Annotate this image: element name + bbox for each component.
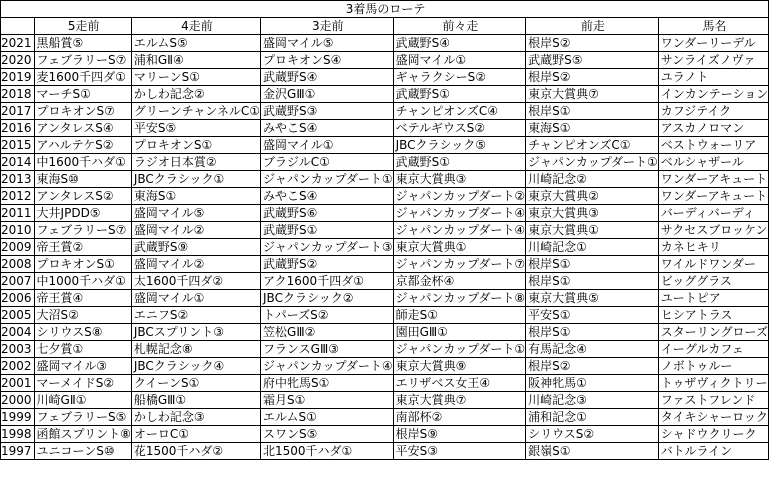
- five-races-ago-cell[interactable]: 東海S⑩: [34, 171, 131, 188]
- previous-race-cell[interactable]: 川崎記念②: [526, 171, 659, 188]
- year-cell[interactable]: 1998: [1, 426, 35, 443]
- three-races-ago-cell[interactable]: 武蔵野S⑥: [261, 205, 394, 222]
- table-row: [1, 222, 769, 239]
- year-cell[interactable]: 2012: [1, 188, 35, 205]
- previous-race-cell[interactable]: 平安S①: [526, 307, 659, 324]
- table-row: [1, 375, 769, 392]
- three-races-ago-cell[interactable]: プロキオンS④: [261, 52, 394, 69]
- five-races-ago-cell[interactable]: 麦1600千四ダ①: [34, 69, 131, 86]
- horse-name-cell[interactable]: トゥザヴィクトリー: [658, 375, 769, 392]
- horse-name-cell[interactable]: シャドウクリーク: [658, 426, 769, 443]
- previous-race-cell[interactable]: 根岸S①: [526, 256, 659, 273]
- two-races-ago-cell[interactable]: 東京大賞典⑦: [393, 392, 526, 409]
- year-cell[interactable]: 2021: [1, 35, 35, 52]
- horse-name-cell[interactable]: ノボトゥルー: [658, 358, 769, 375]
- five-races-ago-cell[interactable]: 川崎GⅡ①: [34, 392, 131, 409]
- horse-name-cell[interactable]: ワンダーアキュート: [658, 188, 769, 205]
- four-races-ago-cell[interactable]: 平安S⑤: [131, 120, 260, 137]
- five-races-ago-cell[interactable]: 盛岡マイル③: [34, 358, 131, 375]
- five-races-ago-cell[interactable]: マーメイドS②: [34, 375, 131, 392]
- table-row: [1, 86, 769, 103]
- four-races-ago-cell[interactable]: 札幌記念⑧: [131, 341, 260, 358]
- previous-race-cell[interactable]: 川崎記念①: [526, 239, 659, 256]
- year-cell[interactable]: 2007: [1, 273, 35, 290]
- previous-race-cell[interactable]: 東京大賞典⑤: [526, 290, 659, 307]
- table-row: [1, 324, 769, 341]
- five-races-ago-cell[interactable]: プロキオンS①: [34, 256, 131, 273]
- three-races-ago-cell[interactable]: みやこS④: [261, 120, 394, 137]
- previous-race-cell[interactable]: 根岸S②: [526, 358, 659, 375]
- two-races-ago-cell[interactable]: ジャパンカップダート④: [393, 222, 526, 239]
- horse-name-cell[interactable]: ワンダーリーデル: [658, 35, 769, 52]
- two-races-ago-cell[interactable]: ジャパンカップダート⑦: [393, 256, 526, 273]
- three-races-ago-cell[interactable]: 金沢GⅢ①: [261, 86, 394, 103]
- two-races-ago-cell[interactable]: 武蔵野S①: [393, 86, 526, 103]
- previous-race-cell[interactable]: 銀嶺S①: [526, 443, 659, 460]
- horse-name-cell[interactable]: ベストウォーリア: [658, 137, 769, 154]
- horse-name-cell[interactable]: イーグルカフェ: [658, 341, 769, 358]
- table-row: [1, 171, 769, 188]
- four-races-ago-cell[interactable]: 花1500千ハダ②: [131, 443, 260, 460]
- five-races-ago-cell[interactable]: プロキオンS⑦: [34, 103, 131, 120]
- previous-race-cell[interactable]: 阪神牝馬①: [526, 375, 659, 392]
- table-row: [1, 358, 769, 375]
- five-races-ago-cell[interactable]: 黒船賞⑤: [34, 35, 131, 52]
- year-cell[interactable]: 2001: [1, 375, 35, 392]
- four-races-ago-cell[interactable]: かしわ記念②: [131, 86, 260, 103]
- horse-name-cell[interactable]: タイキシャーロック: [658, 409, 769, 426]
- year-cell[interactable]: 2018: [1, 86, 35, 103]
- three-races-ago-cell[interactable]: トパーズS②: [261, 307, 394, 324]
- table-row: [1, 239, 769, 256]
- table-row: [1, 103, 769, 120]
- previous-race-cell[interactable]: 東京大賞典①: [526, 222, 659, 239]
- table-row: [1, 443, 769, 460]
- three-races-ago-cell[interactable]: ジャパンカップダート③: [261, 239, 394, 256]
- year-cell[interactable]: 2016: [1, 120, 35, 137]
- title-row: [1, 1, 769, 18]
- year-cell[interactable]: 2000: [1, 392, 35, 409]
- year-cell[interactable]: 2003: [1, 341, 35, 358]
- previous-race-cell[interactable]: 根岸S①: [526, 103, 659, 120]
- five-races-ago-cell[interactable]: 大沼S②: [34, 307, 131, 324]
- column-header-cell[interactable]: 馬名: [658, 18, 769, 35]
- two-races-ago-cell[interactable]: ジャパンカップダート②: [393, 188, 526, 205]
- two-races-ago-cell[interactable]: 盛岡マイル①: [393, 52, 526, 69]
- three-races-ago-cell[interactable]: アク1600千四ダ①: [261, 273, 394, 290]
- two-races-ago-cell[interactable]: 東京大賞典①: [393, 239, 526, 256]
- three-races-ago-cell[interactable]: ブラジルC①: [261, 154, 394, 171]
- table-row: [1, 52, 769, 69]
- year-cell[interactable]: 2019: [1, 69, 35, 86]
- four-races-ago-cell[interactable]: 太1600千四ダ②: [131, 273, 260, 290]
- four-races-ago-cell[interactable]: 船橋GⅢ①: [131, 392, 260, 409]
- three-races-ago-cell[interactable]: JBCクラシック②: [261, 290, 394, 307]
- five-races-ago-cell[interactable]: 函館スプリント⑧: [34, 426, 131, 443]
- four-races-ago-cell[interactable]: ラジオ日本賞②: [131, 154, 260, 171]
- four-races-ago-cell[interactable]: 武蔵野S⑨: [131, 239, 260, 256]
- previous-race-cell[interactable]: 武蔵野S⑤: [526, 52, 659, 69]
- year-cell[interactable]: 2004: [1, 324, 35, 341]
- horse-name-cell[interactable]: バーディバーディ: [658, 205, 769, 222]
- two-races-ago-cell[interactable]: 東京大賞典⑨: [393, 358, 526, 375]
- four-races-ago-cell[interactable]: マリーンS①: [131, 69, 260, 86]
- horse-name-cell[interactable]: ビッググラス: [658, 273, 769, 290]
- four-races-ago-cell[interactable]: クイーンS①: [131, 375, 260, 392]
- four-races-ago-cell[interactable]: JBCクラシック①: [131, 171, 260, 188]
- table-row: [1, 69, 769, 86]
- table-row: [1, 273, 769, 290]
- two-races-ago-cell[interactable]: 園田GⅢ①: [393, 324, 526, 341]
- three-races-ago-cell[interactable]: 盛岡マイル⑤: [261, 35, 394, 52]
- horse-name-cell[interactable]: ヒシアトラス: [658, 307, 769, 324]
- three-races-ago-cell[interactable]: 府中牝馬S①: [261, 375, 394, 392]
- year-cell[interactable]: 2020: [1, 52, 35, 69]
- header-row: [1, 18, 769, 35]
- five-races-ago-cell[interactable]: 中1600千ハダ①: [34, 154, 131, 171]
- previous-race-cell[interactable]: 東京大賞典⑦: [526, 86, 659, 103]
- four-races-ago-cell[interactable]: 盛岡マイル①: [131, 290, 260, 307]
- two-races-ago-cell[interactable]: ベテルギウスS②: [393, 120, 526, 137]
- five-races-ago-cell[interactable]: マーチS①: [34, 86, 131, 103]
- three-races-ago-cell[interactable]: フランスGⅢ③: [261, 341, 394, 358]
- five-races-ago-cell[interactable]: アンタレスS②: [34, 188, 131, 205]
- horse-name-cell[interactable]: サクセスブロッケン: [658, 222, 769, 239]
- horse-name-cell[interactable]: アスカノロマン: [658, 120, 769, 137]
- three-races-ago-cell[interactable]: みやこS④: [261, 188, 394, 205]
- two-races-ago-cell[interactable]: 南部杯②: [393, 409, 526, 426]
- three-races-ago-cell[interactable]: 武蔵野S④: [261, 69, 394, 86]
- previous-race-cell[interactable]: 根岸S②: [526, 69, 659, 86]
- five-races-ago-cell[interactable]: 帝王賞④: [34, 290, 131, 307]
- five-races-ago-cell[interactable]: フェブラリーS⑤: [34, 409, 131, 426]
- horse-name-cell[interactable]: ユートピア: [658, 290, 769, 307]
- table-row: [1, 341, 769, 358]
- previous-race-cell[interactable]: ジャパンカップダート①: [526, 154, 659, 171]
- year-cell[interactable]: 1999: [1, 409, 35, 426]
- table-title-cell[interactable]: 3着馬のローテ: [1, 1, 769, 18]
- four-races-ago-cell[interactable]: プロキオンS①: [131, 137, 260, 154]
- four-races-ago-cell[interactable]: JBCクラシック④: [131, 358, 260, 375]
- three-races-ago-cell[interactable]: 武蔵野S②: [261, 256, 394, 273]
- two-races-ago-cell[interactable]: ギャラクシーS②: [393, 69, 526, 86]
- four-races-ago-cell[interactable]: 盛岡マイル②: [131, 222, 260, 239]
- five-races-ago-cell[interactable]: アンタレスS④: [34, 120, 131, 137]
- two-races-ago-cell[interactable]: 京都金杯④: [393, 273, 526, 290]
- horse-name-cell[interactable]: ワンダーアキュート: [658, 171, 769, 188]
- horse-name-cell[interactable]: スターリングローズ: [658, 324, 769, 341]
- four-races-ago-cell[interactable]: 東海S①: [131, 188, 260, 205]
- table-row: [1, 409, 769, 426]
- five-races-ago-cell[interactable]: フェブラリーS⑦: [34, 52, 131, 69]
- previous-race-cell[interactable]: 東京大賞典③: [526, 205, 659, 222]
- five-races-ago-cell[interactable]: フェブラリーS⑦: [34, 222, 131, 239]
- year-cell[interactable]: 1997: [1, 443, 35, 460]
- four-races-ago-cell[interactable]: オーロC①: [131, 426, 260, 443]
- two-races-ago-cell[interactable]: ジャパンカップダート⑧: [393, 290, 526, 307]
- two-races-ago-cell[interactable]: JBCクラシック⑤: [393, 137, 526, 154]
- previous-race-cell[interactable]: 根岸S①: [526, 273, 659, 290]
- table-row: [1, 188, 769, 205]
- year-cell[interactable]: 2005: [1, 307, 35, 324]
- year-cell[interactable]: 2008: [1, 256, 35, 273]
- two-races-ago-cell[interactable]: 師走S①: [393, 307, 526, 324]
- horse-name-cell[interactable]: インカンテーション: [658, 86, 769, 103]
- previous-race-cell[interactable]: 根岸S①: [526, 324, 659, 341]
- two-races-ago-cell[interactable]: 根岸S⑨: [393, 426, 526, 443]
- horse-name-cell[interactable]: サンライズノヴァ: [658, 52, 769, 69]
- year-cell[interactable]: 2011: [1, 205, 35, 222]
- two-races-ago-cell[interactable]: 武蔵野S④: [393, 35, 526, 52]
- two-races-ago-cell[interactable]: チャンピオンズC④: [393, 103, 526, 120]
- table-row: [1, 137, 769, 154]
- table-row: [1, 307, 769, 324]
- previous-race-cell[interactable]: 有馬記念④: [526, 341, 659, 358]
- table-row: [1, 256, 769, 273]
- column-header-cell[interactable]: 4走前: [131, 18, 260, 35]
- table-row: [1, 392, 769, 409]
- year-cell[interactable]: 2002: [1, 358, 35, 375]
- two-races-ago-cell[interactable]: ジャパンカップダート①: [393, 341, 526, 358]
- year-cell[interactable]: 2015: [1, 137, 35, 154]
- horse-name-cell[interactable]: バトルライン: [658, 443, 769, 460]
- four-races-ago-cell[interactable]: 浦和GⅡ④: [131, 52, 260, 69]
- three-races-ago-cell[interactable]: ジャパンカップダート④: [261, 358, 394, 375]
- five-races-ago-cell[interactable]: ユニコーンS⑩: [34, 443, 131, 460]
- four-races-ago-cell[interactable]: エルムS⑤: [131, 35, 260, 52]
- table-row: [1, 120, 769, 137]
- two-races-ago-cell[interactable]: 東京大賞典③: [393, 171, 526, 188]
- column-header-cell[interactable]: [1, 18, 35, 35]
- three-races-ago-cell[interactable]: エルムS①: [261, 409, 394, 426]
- year-cell[interactable]: 2010: [1, 222, 35, 239]
- three-races-ago-cell[interactable]: ジャパンカップダート①: [261, 171, 394, 188]
- five-races-ago-cell[interactable]: シリウスS⑧: [34, 324, 131, 341]
- two-races-ago-cell[interactable]: 武蔵野S①: [393, 154, 526, 171]
- horse-name-cell[interactable]: ワイルドワンダー: [658, 256, 769, 273]
- year-cell[interactable]: 2014: [1, 154, 35, 171]
- horse-name-cell[interactable]: ユラノト: [658, 69, 769, 86]
- three-races-ago-cell[interactable]: スワンS⑤: [261, 426, 394, 443]
- previous-race-cell[interactable]: 東京大賞典②: [526, 188, 659, 205]
- table-row: [1, 205, 769, 222]
- column-header-cell[interactable]: 5走前: [34, 18, 131, 35]
- horse-name-cell[interactable]: ファストフレンド: [658, 392, 769, 409]
- five-races-ago-cell[interactable]: 中1000千ハダ①: [34, 273, 131, 290]
- table-row: [1, 426, 769, 443]
- previous-race-cell[interactable]: シリウスS②: [526, 426, 659, 443]
- column-header-cell[interactable]: 3走前: [261, 18, 394, 35]
- three-races-ago-cell[interactable]: 武蔵野S③: [261, 103, 394, 120]
- horse-name-cell[interactable]: カフジテイク: [658, 103, 769, 120]
- two-races-ago-cell[interactable]: エリザベス女王④: [393, 375, 526, 392]
- previous-race-cell[interactable]: 川崎記念③: [526, 392, 659, 409]
- five-races-ago-cell[interactable]: 七夕賞①: [34, 341, 131, 358]
- five-races-ago-cell[interactable]: アハルテケS②: [34, 137, 131, 154]
- previous-race-cell[interactable]: 東海S①: [526, 120, 659, 137]
- four-races-ago-cell[interactable]: エニフS②: [131, 307, 260, 324]
- year-cell[interactable]: 2009: [1, 239, 35, 256]
- year-cell[interactable]: 2017: [1, 103, 35, 120]
- previous-race-cell[interactable]: 根岸S②: [526, 35, 659, 52]
- three-races-ago-cell[interactable]: 笠松GⅢ②: [261, 324, 394, 341]
- five-races-ago-cell[interactable]: 帝王賞②: [34, 239, 131, 256]
- column-header-cell[interactable]: 前走: [526, 18, 659, 35]
- five-races-ago-cell[interactable]: 大井JPDD⑤: [34, 205, 131, 222]
- column-header-cell[interactable]: 前々走: [393, 18, 526, 35]
- four-races-ago-cell[interactable]: JBCスプリント③: [131, 324, 260, 341]
- four-races-ago-cell[interactable]: 盛岡マイル②: [131, 256, 260, 273]
- year-cell[interactable]: 2006: [1, 290, 35, 307]
- three-races-ago-cell[interactable]: 霜月S①: [261, 392, 394, 409]
- four-races-ago-cell[interactable]: かしわ記念③: [131, 409, 260, 426]
- horse-name-cell[interactable]: ベルシャザール: [658, 154, 769, 171]
- previous-race-cell[interactable]: 浦和記念①: [526, 409, 659, 426]
- previous-race-cell[interactable]: チャンピオンズC①: [526, 137, 659, 154]
- table-row: [1, 35, 769, 52]
- four-races-ago-cell[interactable]: グリーンチャンネルC①: [131, 103, 260, 120]
- three-races-ago-cell[interactable]: 武蔵野S①: [261, 222, 394, 239]
- two-races-ago-cell[interactable]: ジャパンカップダート④: [393, 205, 526, 222]
- three-races-ago-cell[interactable]: 盛岡マイル①: [261, 137, 394, 154]
- year-cell[interactable]: 2013: [1, 171, 35, 188]
- three-races-ago-cell[interactable]: 北1500千ハダ①: [261, 443, 394, 460]
- horse-name-cell[interactable]: カネヒキリ: [658, 239, 769, 256]
- table-row: [1, 290, 769, 307]
- two-races-ago-cell[interactable]: 平安S③: [393, 443, 526, 460]
- four-races-ago-cell[interactable]: 盛岡マイル⑤: [131, 205, 260, 222]
- table-row: [1, 154, 769, 171]
